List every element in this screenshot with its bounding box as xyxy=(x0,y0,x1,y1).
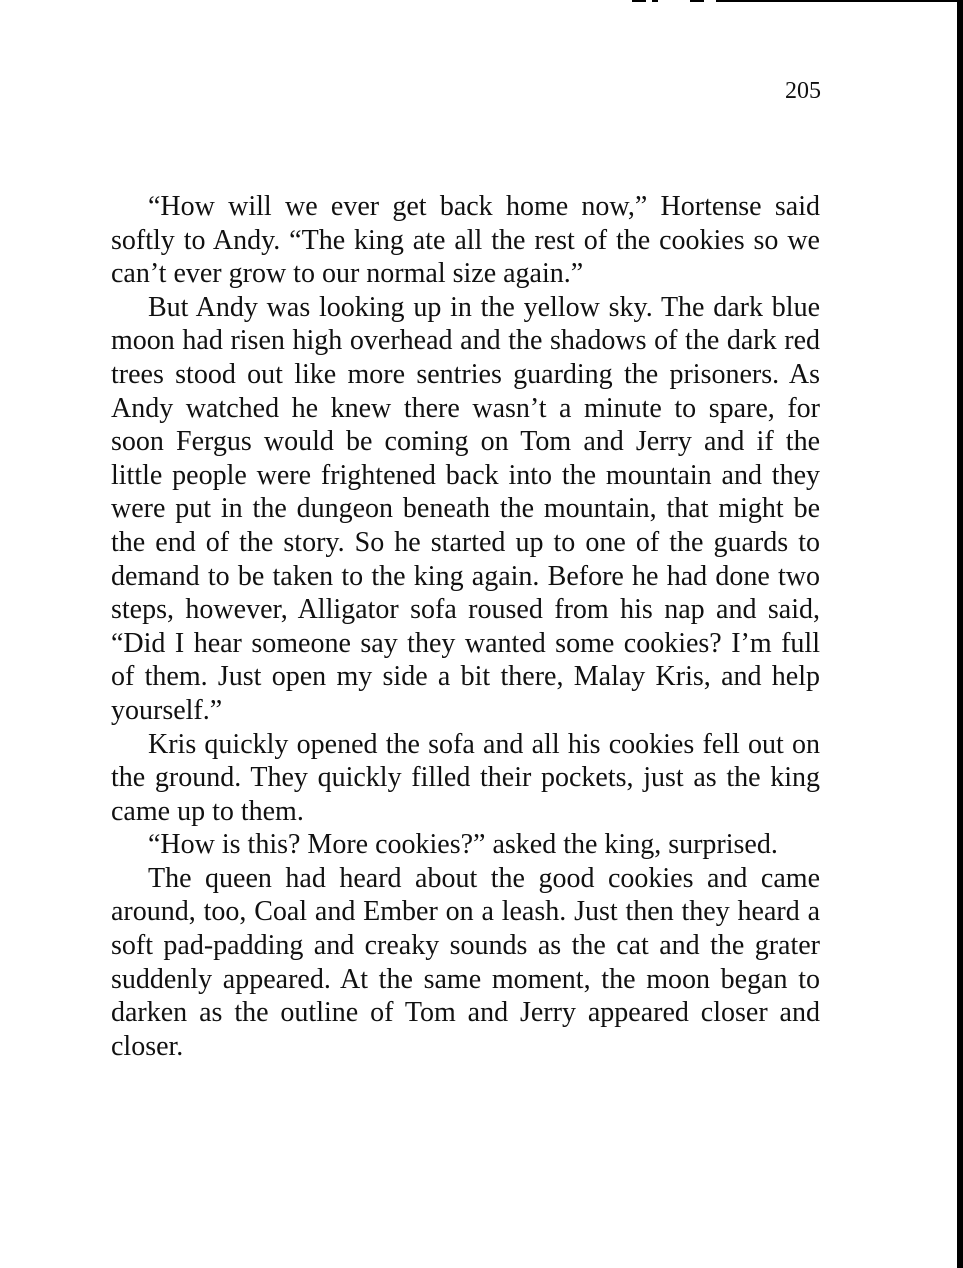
body-text xyxy=(111,190,820,1063)
paragraph: The queen had heard about the good cookies and came around, too, Coal and Ember on a leash. Just then they heard a soft pad-padding and creaky sounds as the cat and the grater suddenly appeared. At the same moment, the moon began to darken as the outline of Tom and Jerry appeared closer and closer. xyxy=(111,862,820,1062)
scan-edge-mark xyxy=(652,0,658,2)
scan-edge-right xyxy=(957,0,963,1268)
scan-edge-top xyxy=(716,0,963,2)
paragraph: But Andy was looking up in the yellow sky. The dark blue moon had risen high overhead and the shadows of the dark red trees stood out like more sentries guarding the prisoners. As Andy watched he knew there wasn’t a minute to spare, for soon Fergus would be coming on Tom and Jerry and if the little people were frightened back into the mountain and they were put in the dungeon beneath the mountain, that might be the end of the story. So he started up to one of the guards to demand to be taken to the king again. Before he had done two steps, however, Alligator sofa roused from his nap and said, “Did I hear someone say they wanted some cookies? I’m full of them. Just open my side a bit there, Malay Kris, and help yourself.” xyxy=(111,291,820,726)
paragraph: “How will we ever get back home now,” Hortense said softly to Andy. “The king ate all the rest of the cookies so we can’t ever grow to our normal size again.” xyxy=(111,191,820,290)
paragraph: Kris quickly opened the sofa and all his cookies fell out on the ground. They quickly filled their pockets, just as the king came up to them. xyxy=(111,728,820,827)
scan-edge-mark xyxy=(632,0,646,2)
scan-edge-mark xyxy=(690,0,704,2)
paragraph: “How is this? More cookies?” asked the king, surprised. xyxy=(148,829,778,861)
page-number: 205 xyxy=(785,78,821,104)
